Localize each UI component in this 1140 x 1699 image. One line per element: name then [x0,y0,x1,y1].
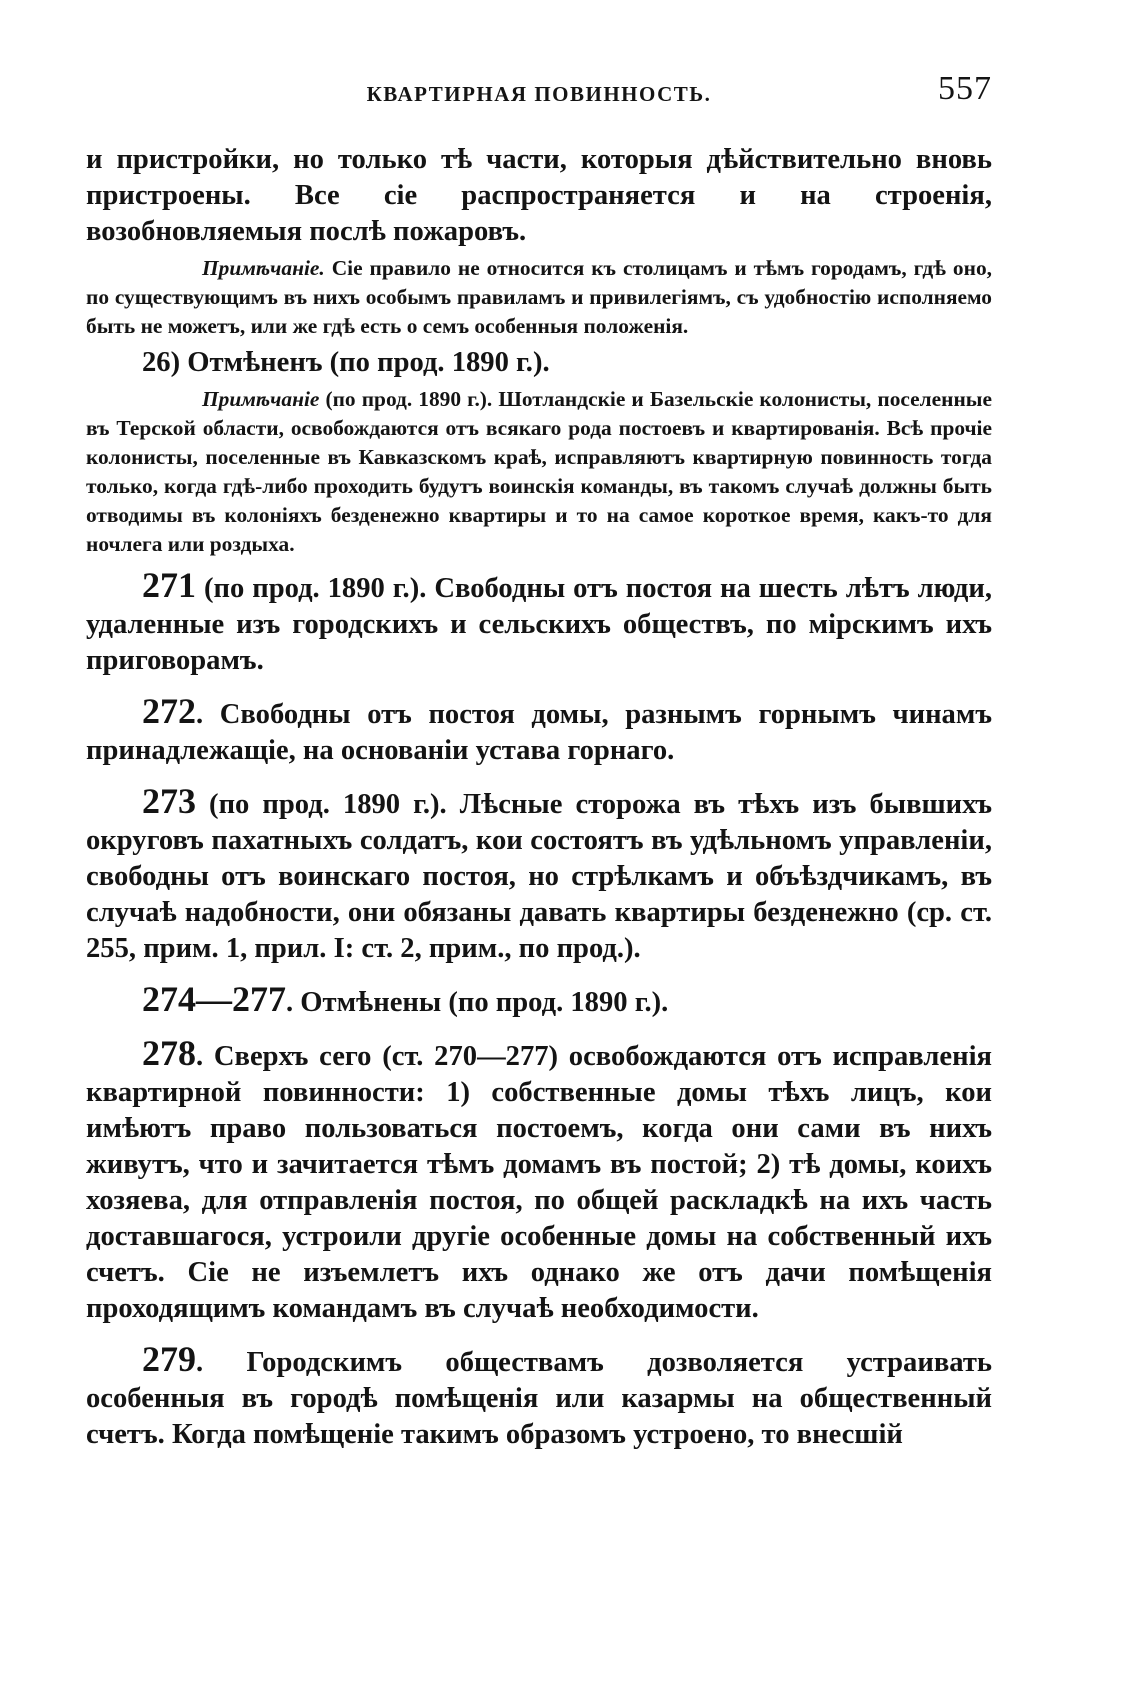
article-273-number: 273 [142,781,196,821]
article-278-text: . Сверхъ сего (ст. 270—277) освобождаются отъ исправленія квартирной повинности: 1) собственные домы тѣхъ лицъ, кои имѣютъ право пользоваться постоемъ, когда они сами въ нихъ живутъ, что и зачитается тѣмъ домамъ въ постой; 2) тѣ домы, коихъ хозяева, для отправленія постоя, по общей раскладкѣ на ихъ часть доставшагося, устроили другіе особенные домы на собственный ихъ счетъ. Сіе не изъемлетъ ихъ однако же отъ дачи помѣщенія проходящимъ командамъ въ случаѣ необходимости. [86,1041,992,1324]
item-26: 26) Отмѣненъ (по прод. 1890 г.). [142,347,550,378]
paragraph-continuation: и пристройки, но только тѣ части, которыя дѣйствительно вновь пристроены. Все сіе распространяется и на строенія, возобновляемыя послѣ пожаровъ. [86,144,992,247]
article-279 [86,1341,992,1453]
note-2-label: Примѣчаніе [202,387,320,411]
article-274-277 [86,981,992,1021]
note-1 [86,254,992,341]
running-title: КВАРТИРНАЯ ПОВИННОСТЬ. [366,82,712,106]
article-272 [86,693,992,769]
article-274-277-number: 274—277 [142,979,286,1019]
article-272-text: . Свободны отъ постоя домы, разнымъ горнымъ чинамъ принадлежащіе, на основаніи устава горнаго. [86,699,992,766]
article-278 [86,1035,992,1327]
note-1-label: Примѣчаніе. [202,256,325,280]
note-1-text: Сіе правило не относится къ столицамъ и тѣмъ городамъ, гдѣ оно, по существующимъ въ нихъ особымъ правиламъ и привилегіямъ, съ удобностію исполняемо быть не можетъ, или же гдѣ есть о семъ особенныя положенія. [86,256,992,338]
article-274-277-text: . Отмѣнены (по прод. 1890 г.). [286,987,669,1018]
page-number: 557 [938,70,992,107]
article-279-number: 279 [142,1339,196,1379]
article-278-number: 278 [142,1033,196,1073]
article-271-number: 271 [142,565,196,605]
article-273-text: (по прод. 1890 г.). Лѣсные сторожа въ тѣхъ изъ бывшихъ округовъ пахатныхъ солдатъ, кои состоятъ въ удѣльномъ управленіи, свободны отъ воинскаго постоя, но стрѣлкамъ и объѣздчикамъ, въ случаѣ надобности, они обязаны давать квартиры безденежно (ср. ст. 255, прим. 1, прил. I: ст. 2, прим., по прод.). [86,789,992,964]
article-271 [86,567,992,679]
body-text [86,142,992,1453]
article-272-number: 272 [142,691,196,731]
page-header [86,70,992,114]
article-279-text: . Городскимъ обществамъ дозволяется устраивать особенныя въ городѣ помѣщенія или казармы на общественный счетъ. Когда помѣщеніе такимъ образомъ устроено, то внесшій [86,1347,992,1450]
article-271-text: (по прод. 1890 г.). Свободны отъ постоя на шесть лѣтъ люди, удаленные изъ городскихъ и сельскихъ обществъ, по мірскимъ ихъ приговорамъ. [86,573,992,676]
note-2 [86,385,992,559]
note-2-text: (по прод. 1890 г.). Шотландскіе и Базельскіе колонисты, поселенные въ Терской области, освобождаются отъ всякаго рода постоевъ и квартированія. Всѣ прочіе колонисты, поселенные въ Кавказскомъ краѣ, исправляютъ квартирную повинность тогда только, когда гдѣ-либо проходить будутъ воинскія команды, въ такомъ случаѣ должны быть отводимы въ колоніяхъ безденежно квартиры и то на самое короткое время, какъ-то для ночлега или роздыха. [86,387,992,556]
article-273 [86,783,992,967]
